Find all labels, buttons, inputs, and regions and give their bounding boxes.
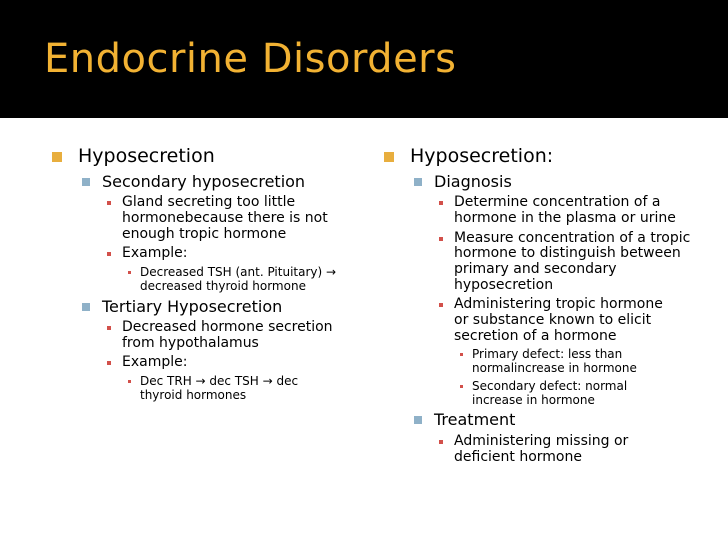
secondary-point-text: Gland secreting too little hormonebecause there is not enough tropic hormone: [122, 194, 328, 242]
tertiary-example-detail-item: [52, 375, 332, 403]
square-bullet-icon: [384, 152, 394, 162]
diagnosis-point-2-text: Measure concentration of a tropic hormone to distinguish between primary and secondary hyposecretion: [454, 229, 691, 293]
tertiary-point-item: [52, 320, 354, 351]
diagnosis-sub-2-text: Secondary defect: normal increase in hormone: [472, 378, 628, 407]
diagnosis-point-3: [384, 297, 676, 344]
square-bullet-icon: [82, 303, 90, 311]
secondary-hyposecretion-label: Secondary hyposecretion: [102, 171, 306, 191]
treatment-item: [384, 411, 704, 429]
diagnosis-point-2: [384, 231, 694, 294]
title-bar: [0, 0, 728, 118]
left-heading: Hyposecretion: [78, 145, 215, 167]
square-bullet-icon: [52, 152, 62, 162]
left-column: [52, 146, 352, 407]
square-bullet-icon: [439, 237, 443, 241]
tertiary-example-label: Example:: [122, 354, 188, 371]
diagnosis-point-1: [384, 195, 694, 226]
square-bullet-icon: [439, 303, 443, 307]
square-bullet-icon: [439, 201, 443, 205]
tertiary-point-text: Decreased hormone secretion from hypothalamus: [122, 318, 333, 351]
diagnosis-sub-1-text: Primary defect: less than normalincrease in hormone: [472, 347, 637, 376]
square-bullet-icon: [107, 326, 111, 330]
tertiary-hyposecretion-item: [52, 298, 352, 316]
square-bullet-icon: [107, 252, 111, 256]
right-column: [384, 146, 704, 469]
diagnosis-item: [384, 173, 704, 191]
tertiary-example-detail: Dec TRH → dec TSH → dec thyroid hormones: [140, 373, 299, 402]
square-bullet-icon: [107, 201, 111, 205]
tertiary-hyposecretion-label: Tertiary Hyposecretion: [102, 296, 283, 316]
square-bullet-icon: [414, 178, 422, 186]
slide-title: Endocrine Disorders: [44, 36, 457, 82]
left-heading-item: [52, 146, 352, 168]
secondary-point-item: [52, 195, 354, 242]
right-heading-item: [384, 146, 704, 168]
square-bullet-icon: [460, 353, 463, 356]
treatment-point-1: [384, 434, 666, 465]
secondary-example-detail: Decreased TSH (ant. Pituitary) → decreased thyroid hormone: [140, 264, 337, 293]
square-bullet-icon: [460, 385, 463, 388]
secondary-example-label: Example:: [122, 245, 188, 262]
diagnosis-sub-2: [384, 380, 642, 408]
secondary-example-detail-item: [52, 266, 352, 294]
secondary-hyposecretion-item: [52, 173, 352, 191]
tertiary-example-item: [52, 355, 352, 371]
square-bullet-icon: [414, 416, 422, 424]
diagnosis-sub-1: [384, 348, 670, 376]
treatment-point-1-text: Administering missing or deficient hormone: [454, 432, 629, 465]
square-bullet-icon: [439, 440, 443, 444]
square-bullet-icon: [128, 271, 131, 274]
square-bullet-icon: [128, 380, 131, 383]
square-bullet-icon: [107, 361, 111, 365]
square-bullet-icon: [82, 178, 90, 186]
secondary-example-item: [52, 246, 352, 262]
right-heading: Hyposecretion:: [410, 145, 554, 167]
treatment-label: Treatment: [434, 410, 516, 430]
diagnosis-label: Diagnosis: [434, 171, 512, 191]
diagnosis-point-1-text: Determine concentration of a hormone in the plasma or urine: [454, 194, 676, 226]
diagnosis-point-3-text: Administering tropic hormone or substance known to elicit secretion of a hormone: [454, 296, 663, 344]
